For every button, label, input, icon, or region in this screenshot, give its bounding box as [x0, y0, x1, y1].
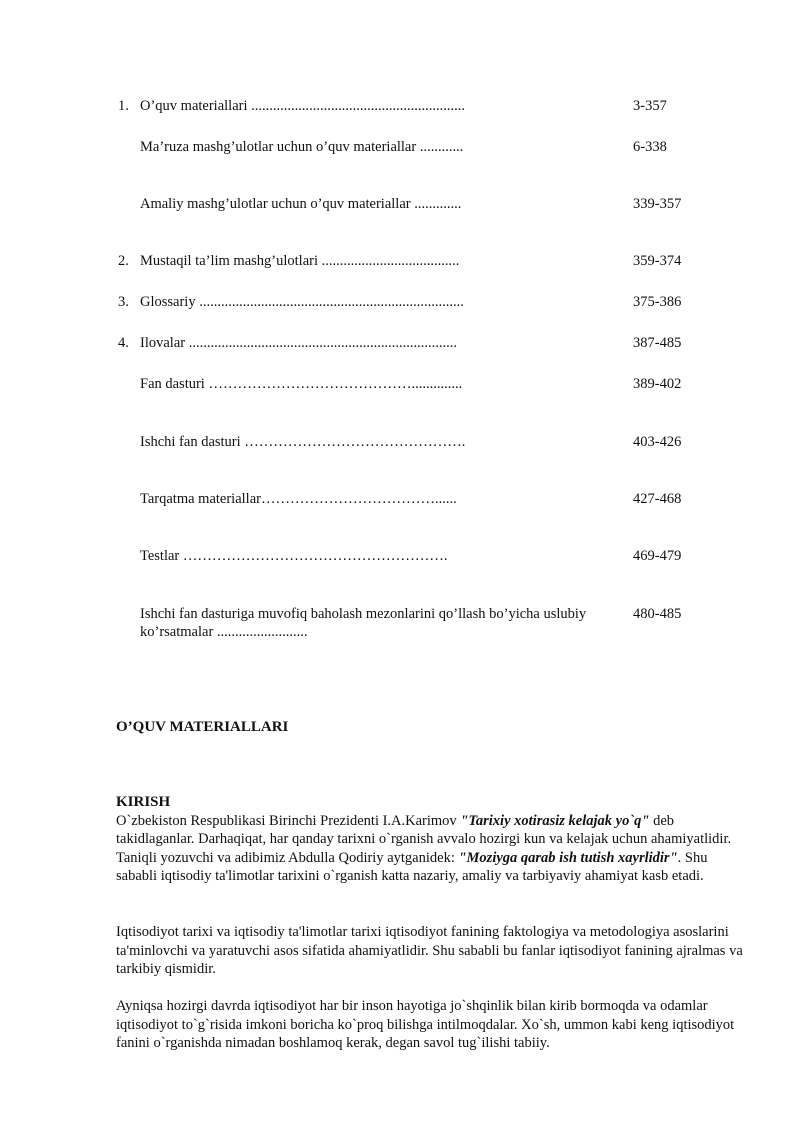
toc-pages: 6-338 [633, 139, 667, 155]
toc-number: 3. [118, 294, 129, 310]
toc-pages: 339-357 [633, 196, 682, 212]
body-paragraph: Iqtisodiyot tarixi va iqtisodiy ta'limotlar tarixi iqtisodiyot fanining faktologiya va metodologiya asoslarini ta'minlovchi va yaratuvchi asos sifatida ahamiyatlidir. Shu sababli bu fanlar iqtisodiyot fanining ajralmas va tarkibiy qismidir. [116, 924, 743, 977]
toc-title: Fan dasturi …………………………………….............. [140, 376, 463, 392]
toc-title: Ilovalar .......................................................................... [140, 335, 457, 351]
body-paragraph: Ayniqsa hozirgi davrda iqtisodiyot har bir inson hayotiga jo`shqinlik bilan kirib bormoqda va odamlar iqtisodiyot to`g`risida imkoni boricha ko`proq bilishga intilmoqdalar. Xo`sh, ummon kabi keng iqtisodiyot fanini o`rganishda nimadan boshlamoq kerak, degan savol tug`ilishi tabiiy. [116, 998, 735, 1051]
quote-text: "Moziyga qarab ish tutish xayrlidir" [458, 849, 678, 866]
intro-heading: KIRISH [116, 794, 171, 810]
toc-pages: 427-468 [633, 491, 682, 507]
toc-pages: 359-374 [633, 253, 682, 269]
intro-text-part: O`zbekiston Respublikasi Birinchi Prezidenti I.A.Karimov [116, 812, 461, 829]
intro-text [116, 812, 746, 886]
toc-pages: 469-479 [633, 548, 682, 564]
toc-title: Glossariy ......................................................................... [140, 294, 464, 310]
toc-number: 4. [118, 335, 129, 351]
toc-pages: 3-357 [633, 98, 667, 114]
toc-title: Mustaqil ta’lim mashg’ulotlari ...................................... [140, 253, 460, 269]
section-heading: O’QUV MATERIALLARI [116, 719, 289, 735]
intro-text-part: deb takidlaganlar. Darhaqiqat, har qanday tarixni o`rganish avvalo hozirgi kun va kelajak uchun ahamiyatlidir. Taniqli yozuvchi va adibimiz Abdulla Qodiriy aytganidek: [116, 812, 732, 866]
toc-number: 1. [118, 98, 129, 114]
toc-pages: 480-485 [633, 606, 682, 622]
toc-number: 2. [118, 253, 129, 269]
toc-pages: 387-485 [633, 335, 682, 351]
toc-title: Ishchi fan dasturi ………………………………………. [140, 434, 466, 450]
toc-pages: 389-402 [633, 376, 682, 392]
intro-paragraph [116, 793, 746, 886]
toc-title: Ishchi fan dasturiga muvofiq baholash mezonlarini qo’llash bo’yicha uslubiy ko’rsatmalar ......................... [140, 606, 587, 640]
toc-title: Amaliy mashg’ulotlar uchun o’quv materiallar ............. [140, 196, 462, 212]
intro-text-part: . Shu sababli iqtisodiy ta'limotlar tarixini o`rganish katta nazariy, amaliy va tarbiyaviy ahamiyat kasb etadi. [116, 849, 708, 884]
toc-pages: 403-426 [633, 434, 682, 450]
toc-title: O’quv materiallari ........................................................... [140, 98, 465, 114]
quote-text: "Tarixiy xotirasiz kelajak yo`q" [460, 812, 650, 829]
toc-pages: 375-386 [633, 294, 682, 310]
toc-title: Ma’ruza mashg’ulotlar uchun o’quv materiallar ............ [140, 139, 464, 155]
toc-title: Tarqatma materiallar………………………………...... [140, 491, 457, 507]
toc-title: Testlar ………………………………………………. [140, 548, 448, 564]
